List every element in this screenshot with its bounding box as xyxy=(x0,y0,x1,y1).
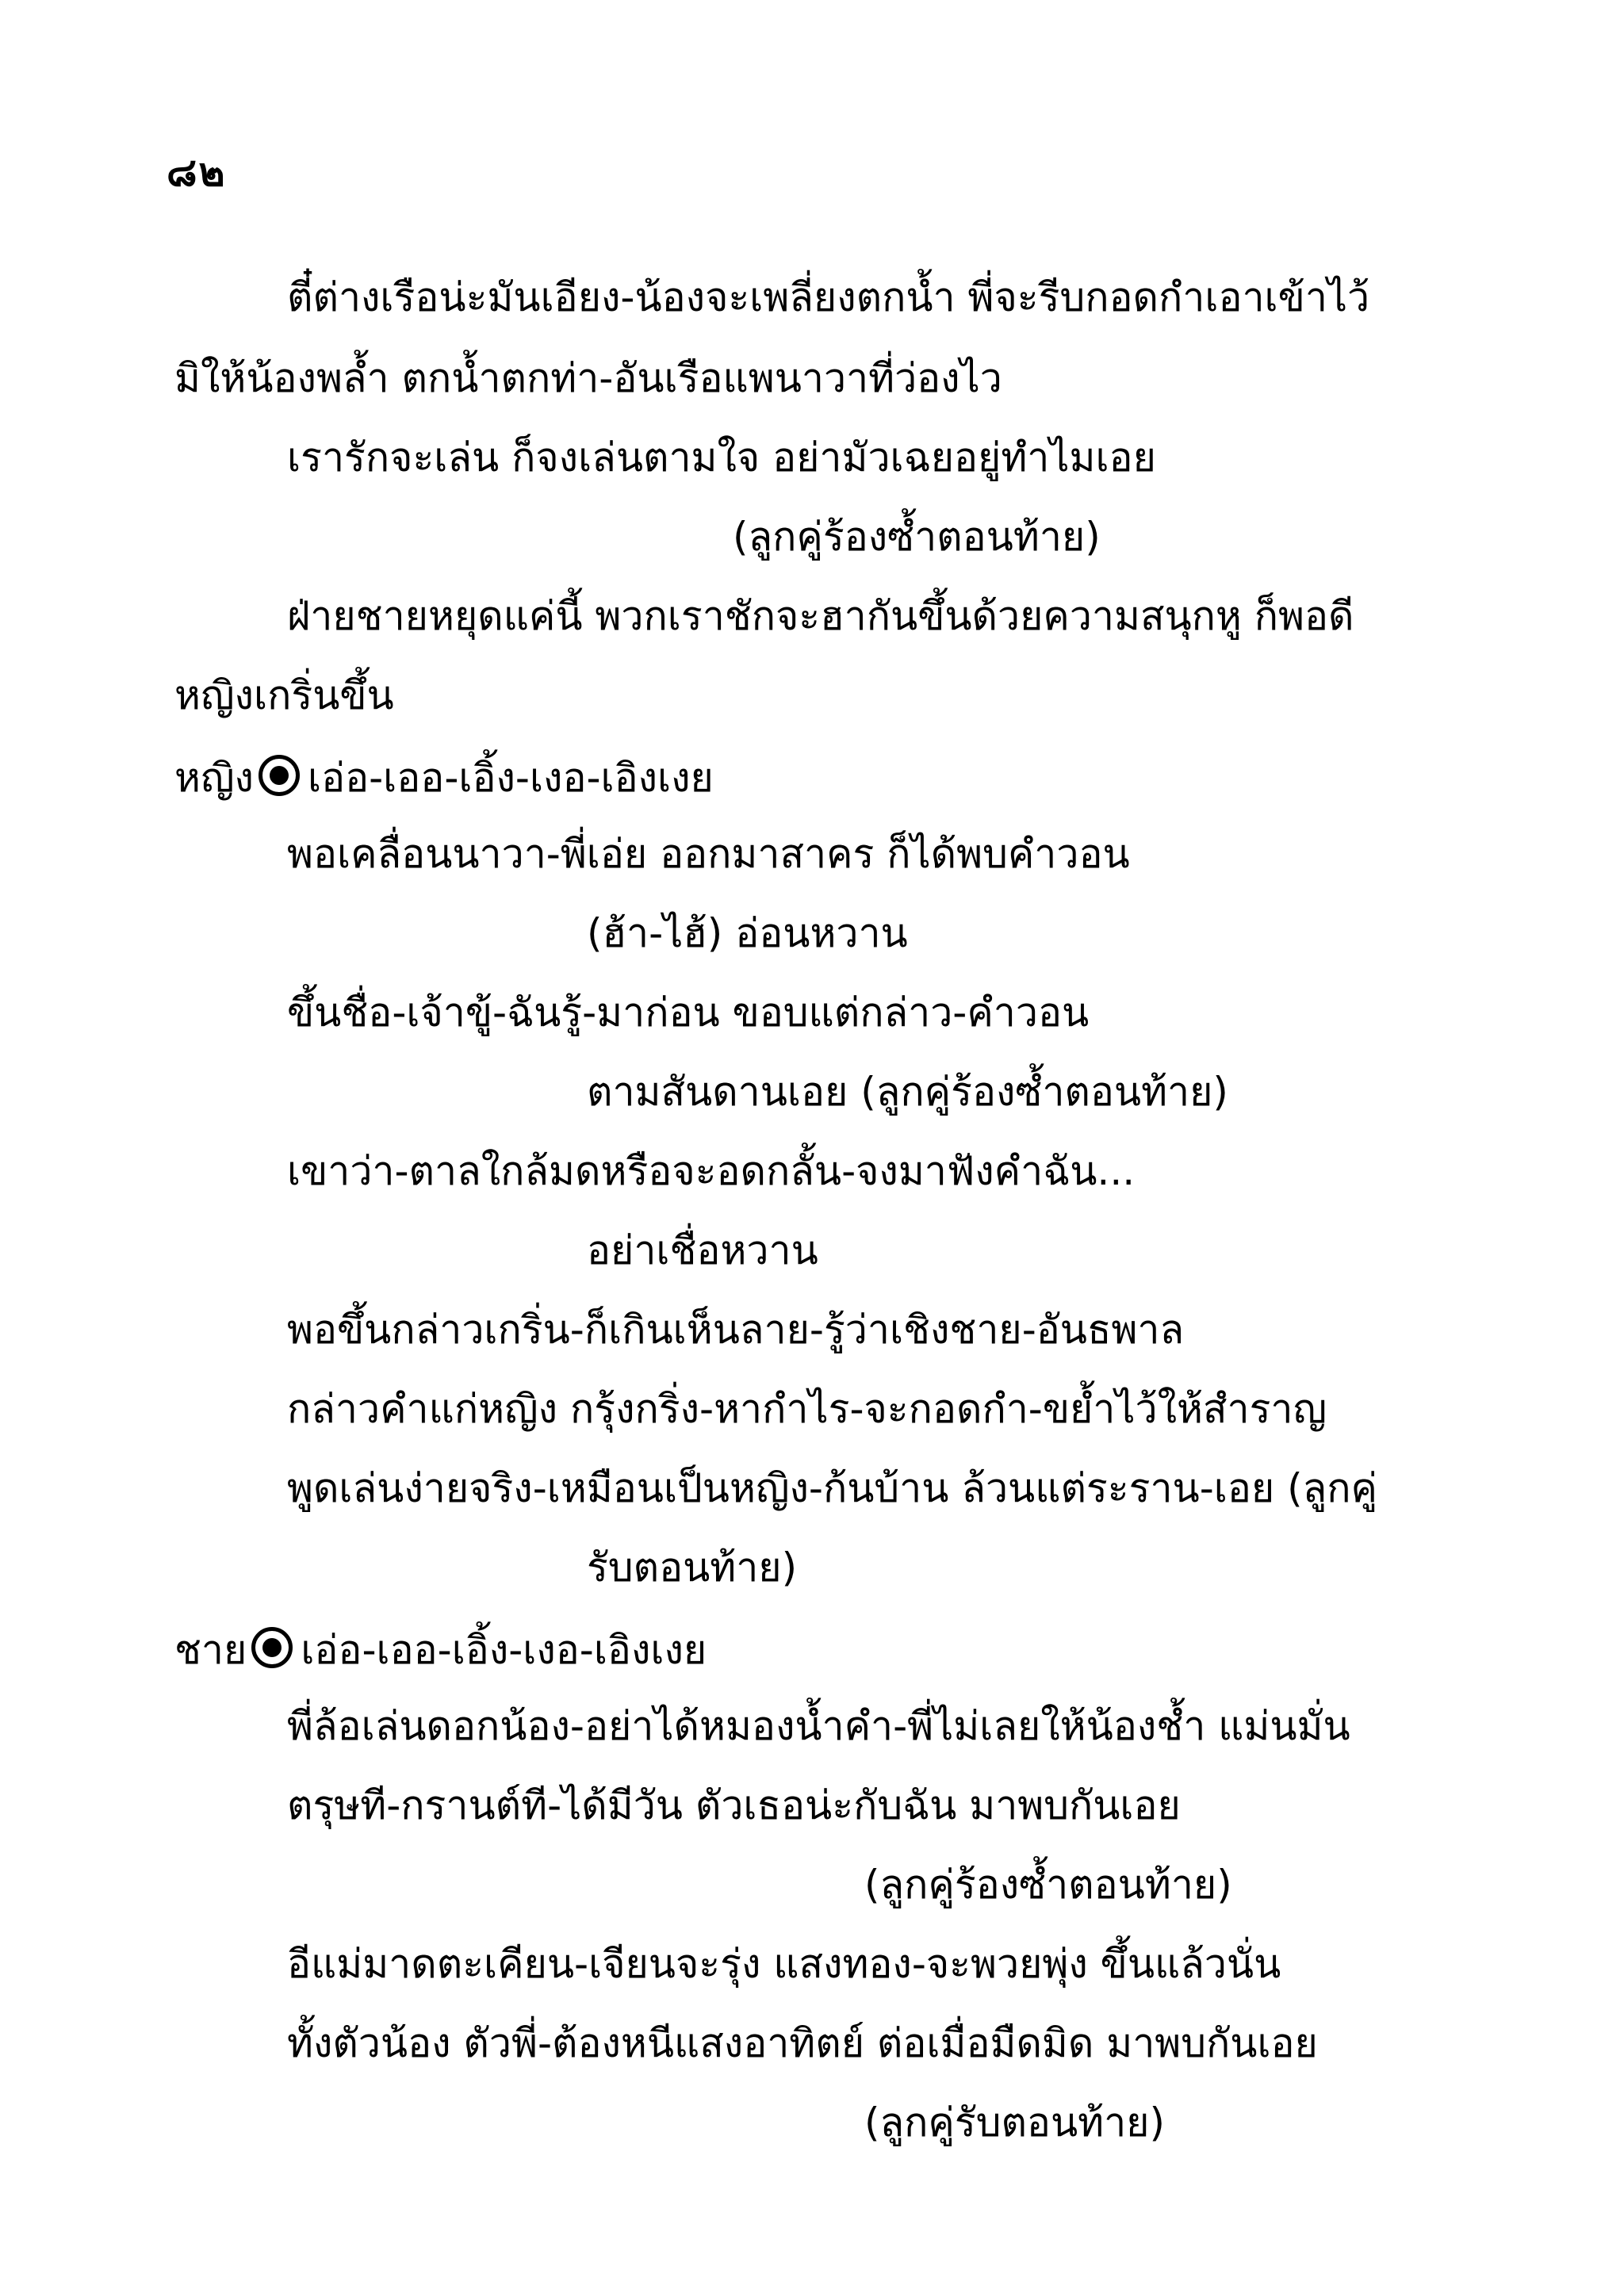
text-line: กล่าวคำแก่หญิง กรุ้งกริ่ง-หากำไร-จะกอดกำ-ขย้ำไว้ให้สำราญ xyxy=(287,1386,1327,1432)
text-line: เรารักจะเล่น ก็จงเล่นตามใจ อย่ามัวเฉยอยู่ทำไมเอย xyxy=(287,434,1156,480)
text-line: มิให้น้องพล้ำ ตกน้ำตกท่า-อันเรือแพนาวาที่ว่องไว xyxy=(174,355,1002,401)
text-line: (ลูกคู่รับตอนท้าย) xyxy=(864,2100,1165,2146)
text-line: พี่ล้อเล่นดอกน้อง-อย่าได้หมองน้ำคำ-พี่ไม่เลยให้น้องช้ำ แม่นมั่น xyxy=(287,1703,1350,1749)
text-line: ตรุษที-กรานต์ที-ได้มีวัน ตัวเธอน่ะกับฉัน มาพบกันเอย xyxy=(287,1782,1181,1828)
text-line: พอขึ้นกล่าวเกริ่น-ก็เกินเห็นลาย-รู้ว่าเชิงชาย-อันธพาล xyxy=(287,1307,1185,1353)
text-line: เขาว่า-ตาลใกล้มดหรือจะอดกลั้น-จงมาฟังคำฉัน... xyxy=(287,1148,1136,1194)
text-line: หญิงเกริ่นขึ้น xyxy=(174,672,394,718)
speaker-line-female xyxy=(174,755,714,801)
text-line: ตามสันดานเอย (ลูกคู่ร้องซ้ำตอนท้าย) xyxy=(587,1069,1228,1115)
double-circle-mark-icon xyxy=(251,1627,293,1668)
text-line: รับตอนท้าย) xyxy=(587,1545,798,1591)
text-line: ทั้งตัวน้อง ตัวพี่-ต้องหนีแสงอาทิตย์ ต่อเมื่อมืดมิด มาพบกันเอย xyxy=(287,2020,1318,2066)
text-line: ขึ้นชื่อ-เจ้าขู้-ฉันรู้-มาก่อน ขอบแต่กล่าว-คำวอน xyxy=(287,990,1090,1035)
text-line: อีแม่มาดตะเคียน-เจียนจะรุ่ง แสงทอง-จะพวยพุ่ง ขึ้นแล้วนั่น xyxy=(287,1941,1281,1987)
text-line: (ลูกคู่ร้องซ้ำตอนท้าย) xyxy=(733,514,1101,560)
text-line: ฝ่ายชายหยุดแค่นี้ พวกเราชักจะฮากันขึ้นด้วยความสนุกหู ก็พอดี xyxy=(287,593,1354,639)
text-line: ตี๋ต่างเรือน่ะมันเอียง-น้องจะเพลี่ยงตกน้ำ พี่จะรีบกอดกำเอาเข้าไว้ xyxy=(287,274,1370,320)
text-line: (ฮ้า-ไฮ้) อ่อนหวาน xyxy=(587,910,908,956)
speaker-line-male xyxy=(174,1627,707,1673)
text-line: พูดเล่นง่ายจริง-เหมือนเป็นหญิง-ก้นบ้าน ล้วนแต่ระราน-เอย (ลูกคู่ xyxy=(287,1465,1377,1511)
text-line: เอ่อ-เออ-เอิ้ง-เงอ-เอิงเงย xyxy=(301,1627,707,1673)
text-line: พอเคลื่อนนาวา-พี่เอ่ย ออกมาสาคร ก็ได้พบคำวอน xyxy=(287,831,1130,877)
text-line: อย่าเชื่อหวาน xyxy=(587,1227,818,1273)
text-line: (ลูกคู่ร้องซ้ำตอนท้าย) xyxy=(864,1862,1232,1908)
page-number: ๘๒ xyxy=(167,149,227,195)
text-line: เอ่อ-เออ-เอิ้ง-เงอ-เอิงเงย xyxy=(307,755,714,801)
speaker-label: ชาย xyxy=(174,1627,247,1673)
speaker-label: หญิง xyxy=(174,755,254,801)
double-circle-mark-icon xyxy=(259,755,300,796)
